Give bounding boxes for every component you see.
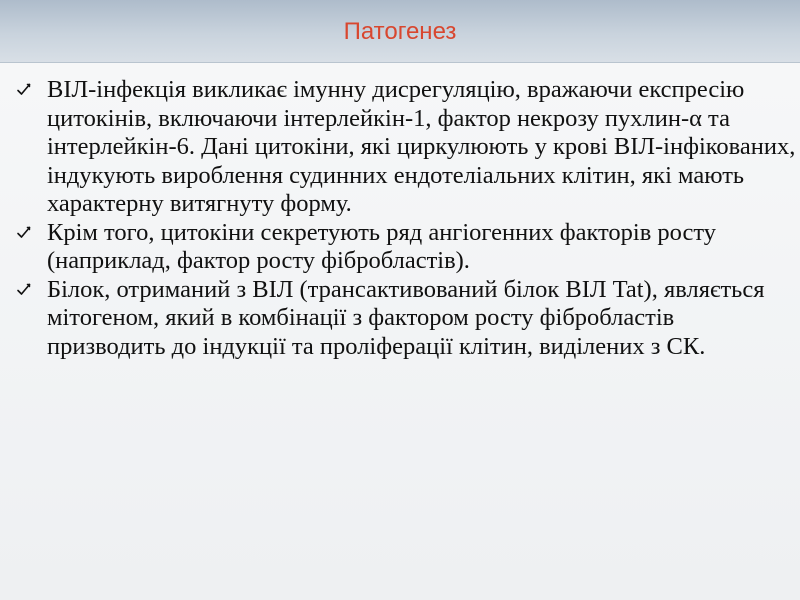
- slide-title: Патогенез: [343, 18, 457, 45]
- bullet-text: ВІЛ-інфекція викликає імунну дисрегуляцію, вражаючи експресію цитокінів, включаючи інтерлейкін-1, фактор некрозу пухлин-α та інтерлейкін-6. Дані цитокіни, які циркулюють у крові ВІЛ-інфікованих, індукують вироблення судинних ендотеліальних клітин, які мають характерну витягнуту форму.: [47, 76, 796, 217]
- bullet-item: [16, 276, 796, 362]
- bullet-item: [16, 76, 796, 219]
- bullet-item: [16, 219, 796, 276]
- check-arrow-icon: [16, 80, 32, 100]
- bullet-text: Білок, отриманий з ВІЛ (трансактивований білок ВІЛ Tat), являється мітогеном, який в комбінації з фактором росту фібробластів призводить до індукції та проліферації клітин, виділених з СК.: [47, 275, 765, 360]
- bullet-text: Крім того, цитокіни секретують ряд ангіогенних факторів росту (наприклад, фактор росту фібробластів).: [47, 218, 717, 274]
- check-arrow-icon: [16, 280, 32, 300]
- slide-content: [16, 76, 796, 361]
- check-arrow-icon: [16, 223, 32, 243]
